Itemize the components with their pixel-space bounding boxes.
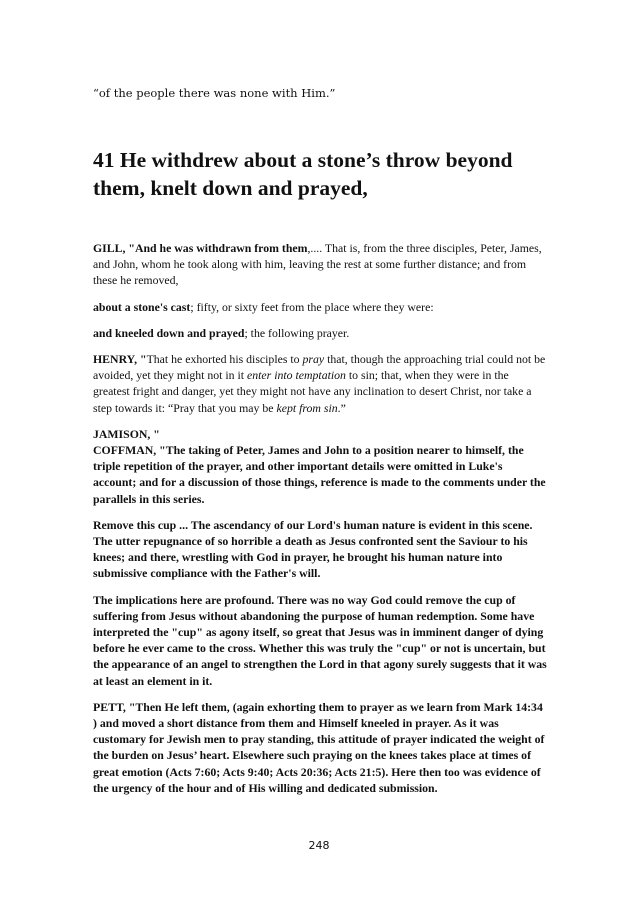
stone-paragraph — [93, 299, 548, 315]
henry-text-4: .” — [337, 400, 346, 415]
stone-phrase: about a stone's cast — [93, 299, 191, 314]
coffman-paragraph: COFFMAN, "The taking of Peter, James and John to a position nearer to himself, the triple repetition of the prayer, and other important details were omitted in Luke's account; and for a discussion of those things, reference is made to the comments under the parallels in this series. — [93, 443, 546, 506]
henry-kept: kept from sin — [276, 400, 338, 415]
henry-text-3: to sin; that, when they were in the greatest fright and danger, yet they might not have any inclination to desert Christ, nor take a step towards it: “Pray that you may be — [93, 368, 532, 415]
page-number: 248 — [308, 839, 330, 852]
gill-label: GILL, " — [93, 241, 135, 255]
gill-text: ,.... That is, from the three disciples, Peter, James, and John, whom he took along with him, leaving the rest at some further distance; and from these he removed, — [93, 241, 542, 288]
verse-heading: 41 He withdrew about a stone’s throw beyond them, knelt down and prayed, — [93, 148, 513, 200]
henry-label: HENRY, " — [93, 352, 147, 367]
henry-pray: pray — [302, 352, 325, 367]
remove-cup-paragraph: Remove this cup ... The ascendancy of our Lord's human nature is evident in this scene. The utter repugnance of so horrible a death as Jesus confronted sent the Saviour to his knees; and there, wrestling with God in prayer, he brought his human nature into submissive compliance with the Father's will. — [93, 517, 533, 581]
implications-paragraph: The implications here are profound. There was no way God could remove the cup of suffering from Jesus without abandoning the purpose of human redemption. Some have interpreted the "cup" as agony itself, so great that Jesus was in imminent danger of dying before he ever came to the cross. Whether this was truly the "cup" or not is uncertain, but the appearance of an angel to strengthen the Lord in that agony surely suggests that it was at least an element in it. — [93, 592, 547, 688]
commentary-body — [93, 240, 548, 806]
henry-paragraph — [93, 351, 548, 416]
kneeled-paragraph — [93, 325, 548, 341]
top-quote: “of the people there was none with Him.” — [93, 86, 336, 100]
kneeled-phrase: and kneeled down and prayed — [93, 325, 245, 340]
pett-paragraph: PETT, "Then He left them, (again exhorting them to prayer as we learn from Mark 14:34 ) and moved a short distance from them and Himself kneeled in prayer. As it was customary for Jewish men to pray standing, this attitude of prayer indicated the weight of the burden on Jesus’ heart. Elsewhere such praying on the knees takes place at times of great emotion (Acts 7:60; Acts 9:40; Acts 20:36; Acts 21:5). Here then too was evidence of the urgency of the hour and of His willing and dedicated submission. — [93, 699, 545, 795]
gill-paragraph — [93, 240, 548, 289]
henry-text-1: That he exhorted his disciples to — [146, 352, 303, 367]
henry-temptation: enter into temptation — [247, 368, 346, 383]
kneeled-text: ; the following prayer. — [244, 325, 350, 340]
jamison-label: JAMISON, " — [93, 426, 160, 441]
gill-phrase: And he was withdrawn from them — [134, 241, 308, 255]
stone-text: ; fifty, or sixty feet from the place where they were: — [190, 299, 434, 314]
henry-text-2: that, though the approaching trial could not be avoided, yet they might not in it — [93, 352, 546, 383]
